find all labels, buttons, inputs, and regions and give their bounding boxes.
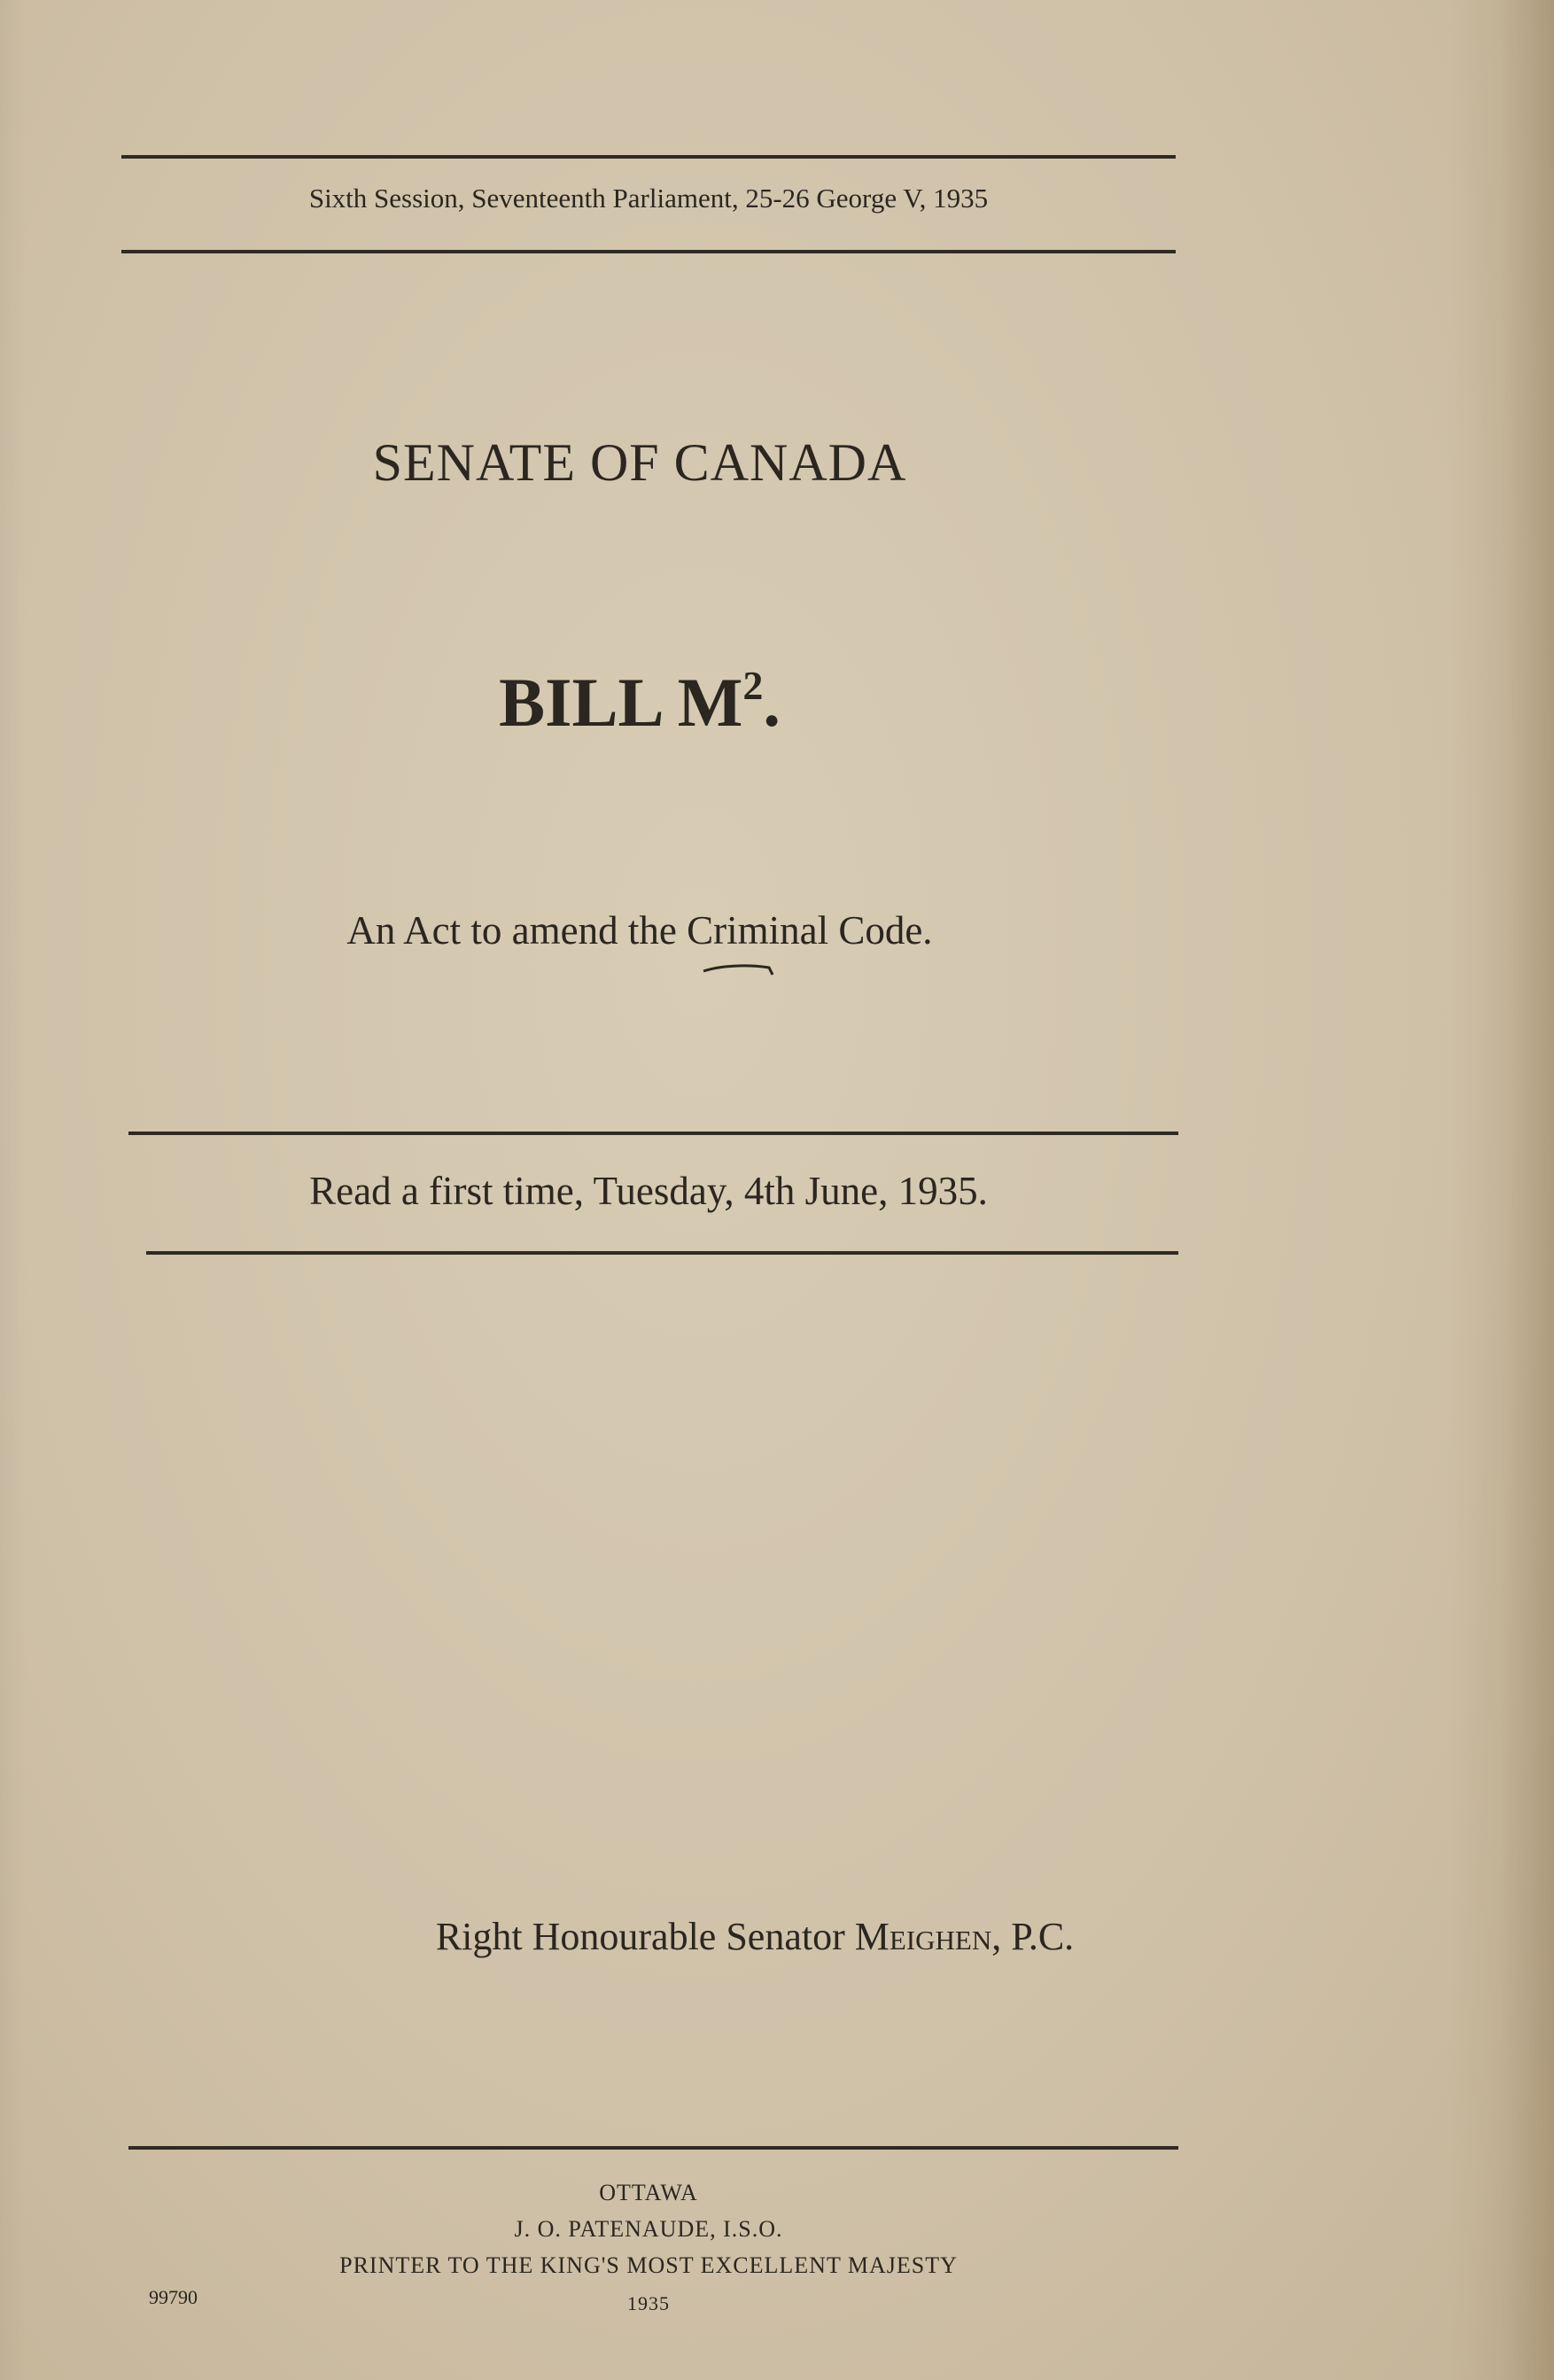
act-description: An Act to amend the Criminal Code. [346,908,933,953]
session-line: Sixth Session, Seventeenth Parliament, 25-26 George V, 1935 [308,183,989,214]
sponsor-line [121,1914,1388,1959]
handwritten-underline-mark [702,962,776,980]
bill-superscript: 2 [742,663,764,708]
imprint-top-rule [128,2146,1178,2150]
bill-title [121,663,1158,743]
imprint-city: OTTAWA [599,2180,698,2205]
imprint-printer-title: PRINTER TO THE KING'S MOST EXCELLENT MAJESTY [339,2252,958,2278]
reading-top-rule [128,1132,1178,1135]
sponsor-prefix: Right Honourable Senator [435,1915,855,1958]
sponsor-suffix: , P.C. [991,1915,1075,1958]
bill-prefix: BILL M [499,664,743,741]
bill-suffix: . [763,664,781,741]
imprint-year: 1935 [627,2292,670,2314]
imprint-printer: J. O. PATENAUDE, I.S.O. [514,2216,783,2242]
print-code: 99790 [149,2286,198,2308]
top-rule [121,155,1176,159]
sponsor-name: Meighen [854,1915,992,1958]
session-bottom-rule [121,250,1176,253]
first-reading-line: Read a first time, Tuesday, 4th June, 1935. [309,1169,988,1213]
reading-bottom-rule [146,1251,1178,1255]
senate-heading: SENATE OF CANADA [372,433,907,492]
